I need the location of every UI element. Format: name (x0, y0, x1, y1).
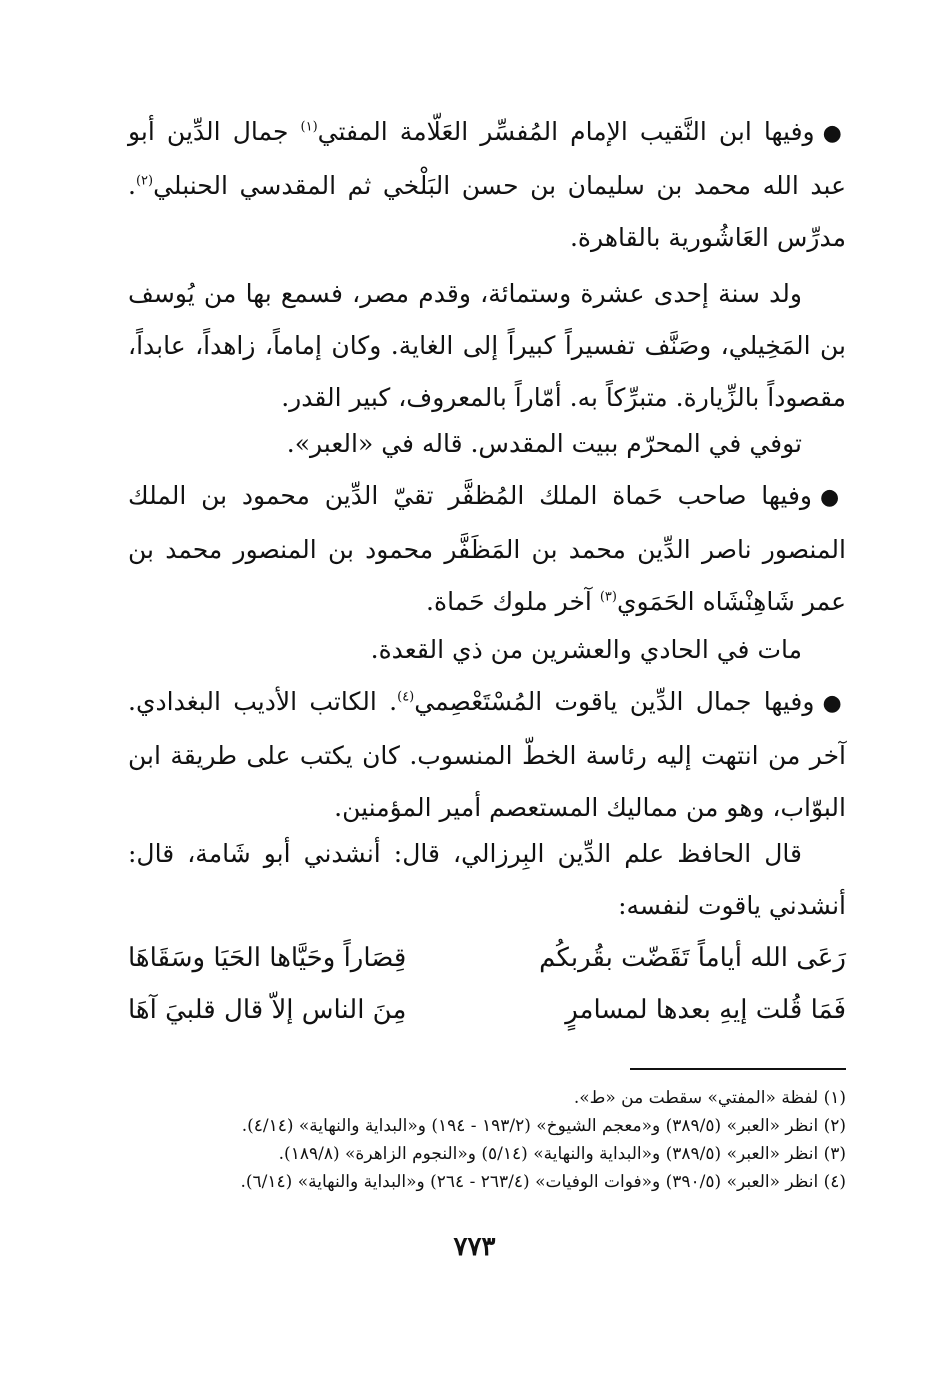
footnote-ref: (١) (300, 119, 318, 135)
entry-heading: ●وفيها ابن النَّقيب الإمام المُفسِّر العَلّامة المفتي$^{(١)}$ جمال الدِّين أبو عبد الله محمد بن سليمان بن حسن البَلْخي ثم المقدسي الحنبلي$^{(٢)}$. مدرِّس العَاشُورية بالقاهرة. (128, 117, 846, 252)
entry-heading: ●وفيها صاحب حَماة الملك المُظفَّر تقيّ الدِّين محمود بن الملك المنصور ناصر الدِّين محمد بن المَظَفَّر محمود بن المنصور محمد بن عمر شَاهِنْشَاه الحَمَوي$^{(٣)}$ آخر ملوك حَماة. (128, 481, 846, 616)
bullet-icon: ● (822, 121, 846, 146)
footnote-ref: (٣) (599, 589, 617, 605)
entry-ibn-al-naqib (128, 106, 846, 264)
footnote: (١) لفظة «المفتي» سقطت من «ط». (573, 1088, 846, 1108)
bullet-icon: ● (819, 485, 846, 510)
footnote-separator (630, 1068, 846, 1070)
paragraph: ولد سنة إحدى عشرة وستمائة، وقدم مصر، فسمع بها من يُوسف بن المَخِيلي، وصَنَّف تفسيراً كبيراً إلى الغاية. وكان إماماً، زاهداً، عابداً، مقصوداً بالزِّيارة. متبرِّكاً به. أمّاراً بالمعروف، كبير القدر. (128, 279, 846, 412)
footnote-ref: (٤) (397, 689, 415, 705)
bullet-icon: ● (822, 691, 846, 716)
entry-quote-intro (128, 828, 846, 932)
footnote-ref: (٢) (135, 173, 154, 189)
entry-yaqut (128, 676, 846, 834)
poem-verse (128, 932, 846, 984)
entry-heading: ●وفيها جمال الدِّين ياقوت المُسْتَعْصِمي$^{(٤)}$. الكاتب الأديب البغدادي. آخر من انتهت إليه رئاسة الخطّ المنسوب. كان يكتب على طريقة ابن البوّاب، وهو من مماليك المستعصم أمير المؤمنين. (128, 687, 846, 822)
paragraph: قال الحافظ علم الدِّين البِرزالي، قال: أنشدني أبو شَامة، قال: أنشدني ياقوت لنفسه: (128, 839, 846, 920)
entry-death-note (128, 418, 846, 470)
paragraph: مات في الحادي والعشرين من ذي القعدة. (370, 635, 802, 664)
verse-first-hemistich: رَعَى الله أياماً تَقَضّت بقُربكُم (539, 943, 846, 973)
verse-first-hemistich: فَمَا قُلت إيهِ بعدها لمسامرٍ (565, 995, 846, 1025)
paragraph: توفي في المحرّم ببيت المقدس. قاله في «العبر». (286, 429, 802, 458)
entry-biography (128, 268, 846, 424)
verse-second-hemistich: مِنَ الناس إلاّ قال قلبيَ آهَا (128, 995, 407, 1025)
page-number: ٧٧٣ (453, 1232, 496, 1262)
footnotes (128, 1084, 846, 1196)
footnote: (٣) انظر «العبر» (٣٨٩/٥) و«البداية والنهاية» (٥/١٤) و«النجوم الزاهرة» (١٨٩/٨). (278, 1144, 846, 1164)
verse-second-hemistich: قِصَاراً وحَيَّاها الحَيَا وسَقَاهَا (128, 943, 407, 973)
footnote: (٢) انظر «العبر» (٣٨٩/٥) و«معجم الشيوخ» (١٩٣/٢ - ١٩٤) و«البداية والنهاية» (٤/١٤). (241, 1116, 846, 1136)
entry-hama-ruler (128, 470, 846, 628)
poem-verse (128, 984, 846, 1036)
footnote: (٤) انظر «العبر» (٣٩٠/٥) و«فوات الوفيات» (٢٦٣/٤ - ٢٦٤) و«البداية والنهاية» (٦/١٤). (240, 1172, 846, 1192)
entry-death-note (128, 624, 846, 676)
